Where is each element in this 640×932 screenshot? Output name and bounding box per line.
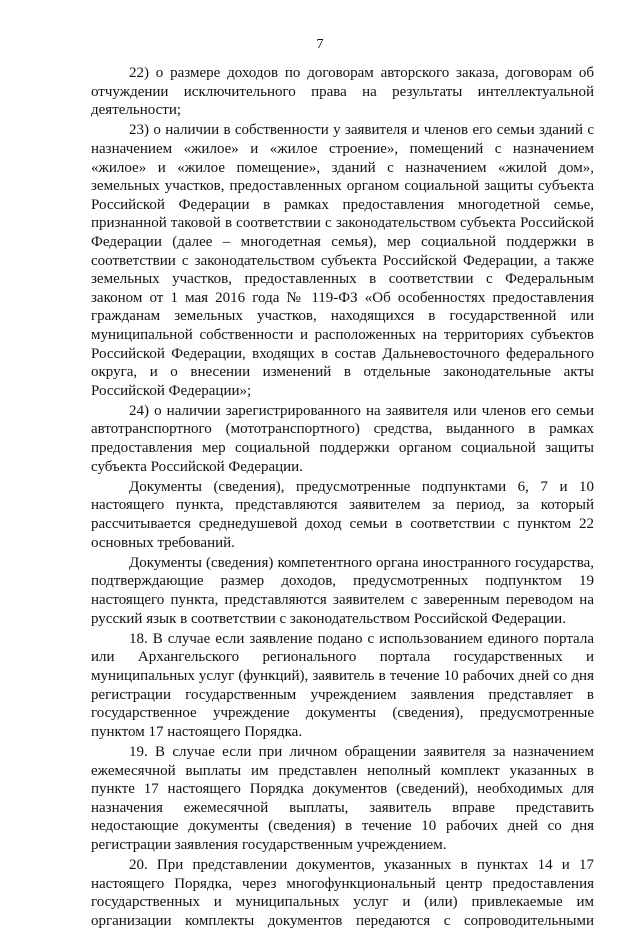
paragraph-23: 23) о наличии в собственности у заявителя и членов его семьи зданий с назначением «жилое» и «жилое строение», помещений с назначением «жилое» и «жилое помещение», зданий с назначением «жилой дом», земельных участков, предоставленных органом социальной защиты субъекта Российской Федерации в рамках предоставления многодетной семье, признанной таковой в соответствии с законодательством субъекта Российской Федерации (далее – многодетная семья), мер социальной поддержки в соответствии с законодательством субъекта Российской Федерации, а также земельных участков, предоставленных в соответствии с Федеральным законом от 1 мая 2016 года № 119-ФЗ «Об особенностях предоставления гражданам земельных участков, находящихся в государственной или муниципальной собственности и расположенных на территориях субъектов Российской Федерации, входящих в состав Дальневосточного федерального округа, и о внесении изменений в отдельные законодательные акты Российской Федерации»; [91, 122, 594, 399]
page-number: 7 [316, 37, 324, 52]
document-body [91, 64, 594, 932]
paragraph-22: 22) о размере доходов по договорам авторского заказа, договорам об отчуждении исключительного права на результаты интеллектуальной деятельности; [91, 65, 594, 119]
paragraph-item-18: 18. В случае если заявление подано с использованием единого портала или Архангельского регионального портала государственных и муниципальных услуг (функций), заявитель в течение 10 рабочих дней со дня регистрации государственным учреждением заявления представляет в государственное учреждение документы (сведения), предусмотренные пунктом 17 настоящего Порядка. [91, 630, 594, 740]
paragraph-24: 24) о наличии зарегистрированного на заявителя или членов его семьи автотранспортного (мототранспортного) средства, выданного в рамках предоставления мер социальной поддержки органом социальной защиты субъекта Российской Федерации. [91, 402, 594, 475]
paragraph-item-20: 20. При представлении документов, указанных в пунктах 14 и 17 настоящего Порядка, через многофункциональный центр предоставления государственных и муниципальных услуг и (или) привлекаемые им организации комплекты документов передаются с сопроводительными [91, 857, 594, 929]
paragraph-foreign-documents: Документы (сведения) компетентного органа иностранного государства, подтверждающие размер доходов, предусмотренных подпунктом 19 настоящего пункта, представляются заявителем с заверенным переводом на русский язык в соответствии с законодательством Российской Федерации. [91, 554, 594, 627]
paragraph-item-19: 19. В случае если при личном обращении заявителя за назначением ежемесячной выплаты им представлен неполный комплект указанных в пункте 17 настоящего Порядка документов (сведений), необходимых для назначения ежемесячной выплаты, заявитель вправе представить недостающие документы (сведения) в течение 10 рабочих дней со дня регистрации заявления государственным учреждением. [91, 743, 594, 853]
paragraph-documents-period: Документы (сведения), предусмотренные подпунктами 6, 7 и 10 настоящего пункта, представляются заявителем за период, за который рассчитывается среднедушевой доход семьи в соответствии с пунктом 22 основных требований. [91, 478, 594, 551]
